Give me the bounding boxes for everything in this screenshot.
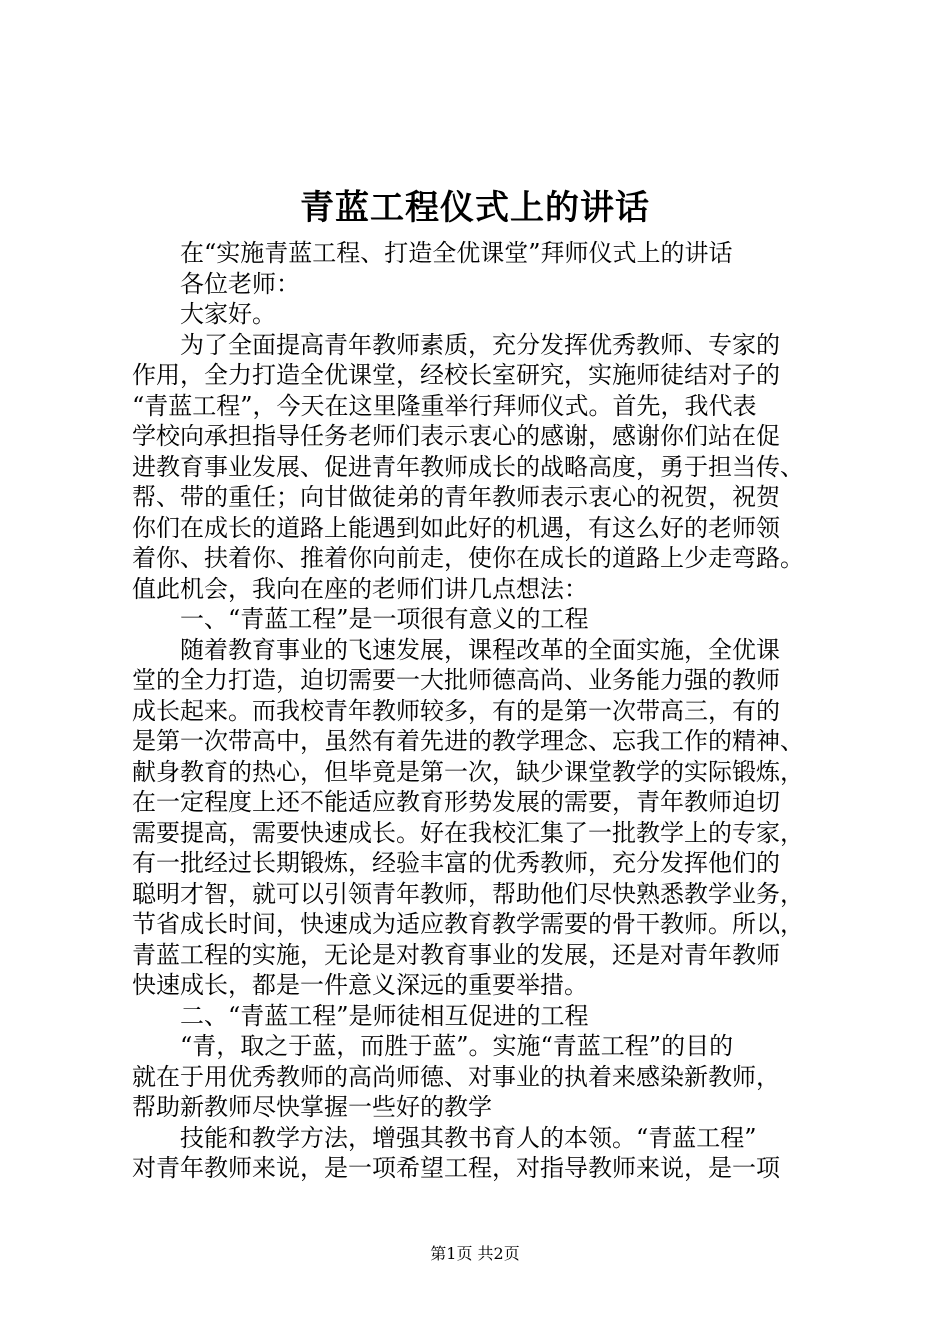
body-line: 就在于用优秀教师的高尚师德、对事业的执着来感染新教师， [132, 1062, 780, 1091]
body-line: 你们在成长的道路上能遇到如此好的机遇，有这么好的老师领 [132, 513, 780, 542]
body-line: 聪明才智，就可以引领青年教师，帮助他们尽快熟悉教学业务， [132, 879, 804, 908]
body-line: 一、“青蓝工程”是一项很有意义的工程 [180, 605, 589, 633]
body-line: 献身教育的热心，但毕竟是第一次，缺少课堂教学的实际锻炼， [132, 757, 804, 786]
body-line: 需要提高，需要快速成长。好在我校汇集了一批教学上的专家， [132, 818, 804, 847]
body-line: 二、“青蓝工程”是师徒相互促进的工程 [180, 1001, 589, 1030]
body-line: 堂的全力打造，迫切需要一大批师德高尚、业务能力强的教师 [132, 666, 780, 694]
body-line: 为了全面提高青年教师素质，充分发挥优秀教师、专家的 [180, 330, 780, 359]
body-line: 在一定程度上还不能适应教育形势发展的需要，青年教师迫切 [132, 788, 780, 816]
body-line: 有一批经过长期锻炼，经验丰富的优秀教师，充分发挥他们的 [132, 849, 780, 877]
body-line: “青蓝工程”，今天在这里隆重举行拜师仪式。首先，我代表 [132, 391, 757, 420]
body-line: 进教育事业发展、促进青年教师成长的战略高度，勇于担当传、 [132, 452, 804, 481]
document-title: 青蓝工程仪式上的讲话 [300, 188, 650, 228]
body-line: 是第一次带高中，虽然有着先进的教学理念、忘我工作的精神、 [132, 727, 804, 755]
body-line: 成长起来。而我校青年教师较多，有的是第一次带高三，有的 [132, 696, 780, 725]
body-line: 帮、带的重任；向甘做徒弟的青年教师表示衷心的祝贺，祝贺 [132, 483, 780, 511]
body-line: 青蓝工程的实施，无论是对教育事业的发展，还是对青年教师 [132, 940, 780, 969]
body-line: 值此机会，我向在座的老师们讲几点想法： [132, 574, 588, 603]
body-line: 快速成长，都是一件意义深远的重要举措。 [132, 971, 588, 999]
document-body [132, 238, 834, 1184]
body-line: 各位老师： [180, 269, 300, 298]
body-line: 学校向承担指导任务老师们表示衷心的感谢，感谢你们站在促 [132, 422, 780, 450]
page-footer: 第1页 共2页 [430, 1244, 520, 1263]
body-line: 在“实施青蓝工程、打造全优课堂”拜师仪式上的讲话 [180, 239, 733, 267]
body-line: 对青年教师来说，是一项希望工程，对指导教师来说，是一项 [132, 1154, 780, 1182]
body-line: 随着教育事业的飞速发展，课程改革的全面实施，全优课 [180, 635, 780, 664]
body-line: 大家好。 [180, 300, 276, 328]
body-line: 作用，全力打造全优课堂，经校长室研究，实施师徒结对子的 [132, 361, 780, 389]
body-line: 节省成长时间，快速成为适应教育教学需要的骨干教师。所以， [132, 910, 804, 938]
body-line: “青，取之于蓝，而胜于蓝”。实施“青蓝工程”的目的 [180, 1032, 734, 1060]
body-line: 着你、扶着你、推着你向前走，使你在成长的道路上少走弯路。 [132, 544, 804, 572]
body-line: 帮助新教师尽快掌握一些好的教学 [132, 1093, 492, 1121]
body-line: 技能和教学方法，增强其教书育人的本领。“青蓝工程” [180, 1123, 757, 1152]
